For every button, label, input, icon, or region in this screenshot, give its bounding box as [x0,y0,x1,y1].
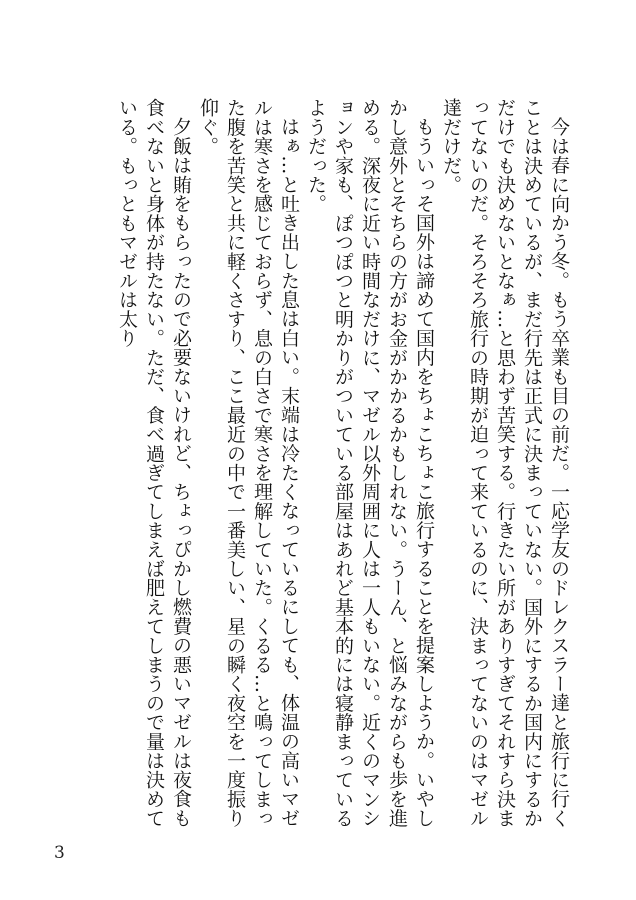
page-number: 3 [54,843,65,863]
paragraph-4: 夕飯は賄をもらったので必要ないけれど、ちょっぴかし燃費の悪いマゼルは夜食も食べないと身体が持たない。ただ、食べ過ぎてしまえば肥えてしまうので量は決めている。もっともマゼルは太り [116,98,192,828]
paragraph-1: 今は春に向かう冬。もう卒業も目の前だ。一応学友のドレクスラー達と旅行に行くことは決めているが、まだ行先は正式に決まっていない。国外にするか国内にするかだけでも決めないとなぁ…と思わず苦笑する。行きたい所がありすぎてそれすら決まってないのだ。そろそろ旅行の時期が迫って来ているのに、決まってないのはマゼル達だけだ。 [440,98,570,828]
paragraph-2: もういっそ国外は諦めて国内をちょこちょこ旅行することを提案しようか。いやしかし意外とそちらの方がお金がかかるかもしれない。うーん、と悩みながらも歩を進める。深夜に近い時間なだけに、マゼル以外周囲に人は一人もいない。近くのマンションや家も、ぽつぽつと明かりがついている部屋はあれど基本的には寝静まっているようだった。 [305,98,435,828]
paragraph-3: はぁ…と吐き出した息は白い。末端は冷たくなっているにしても、体温の高いマゼルは寒さを感じておらず、息の白さで寒さを理解していた。くるる…と鳴ってしまった腹を苦笑と共に軽くさすり、ここ最近の中で一番美しい、星の瞬く夜空を一度振り仰ぐ。 [197,98,300,828]
vertical-body-text [113,98,572,838]
